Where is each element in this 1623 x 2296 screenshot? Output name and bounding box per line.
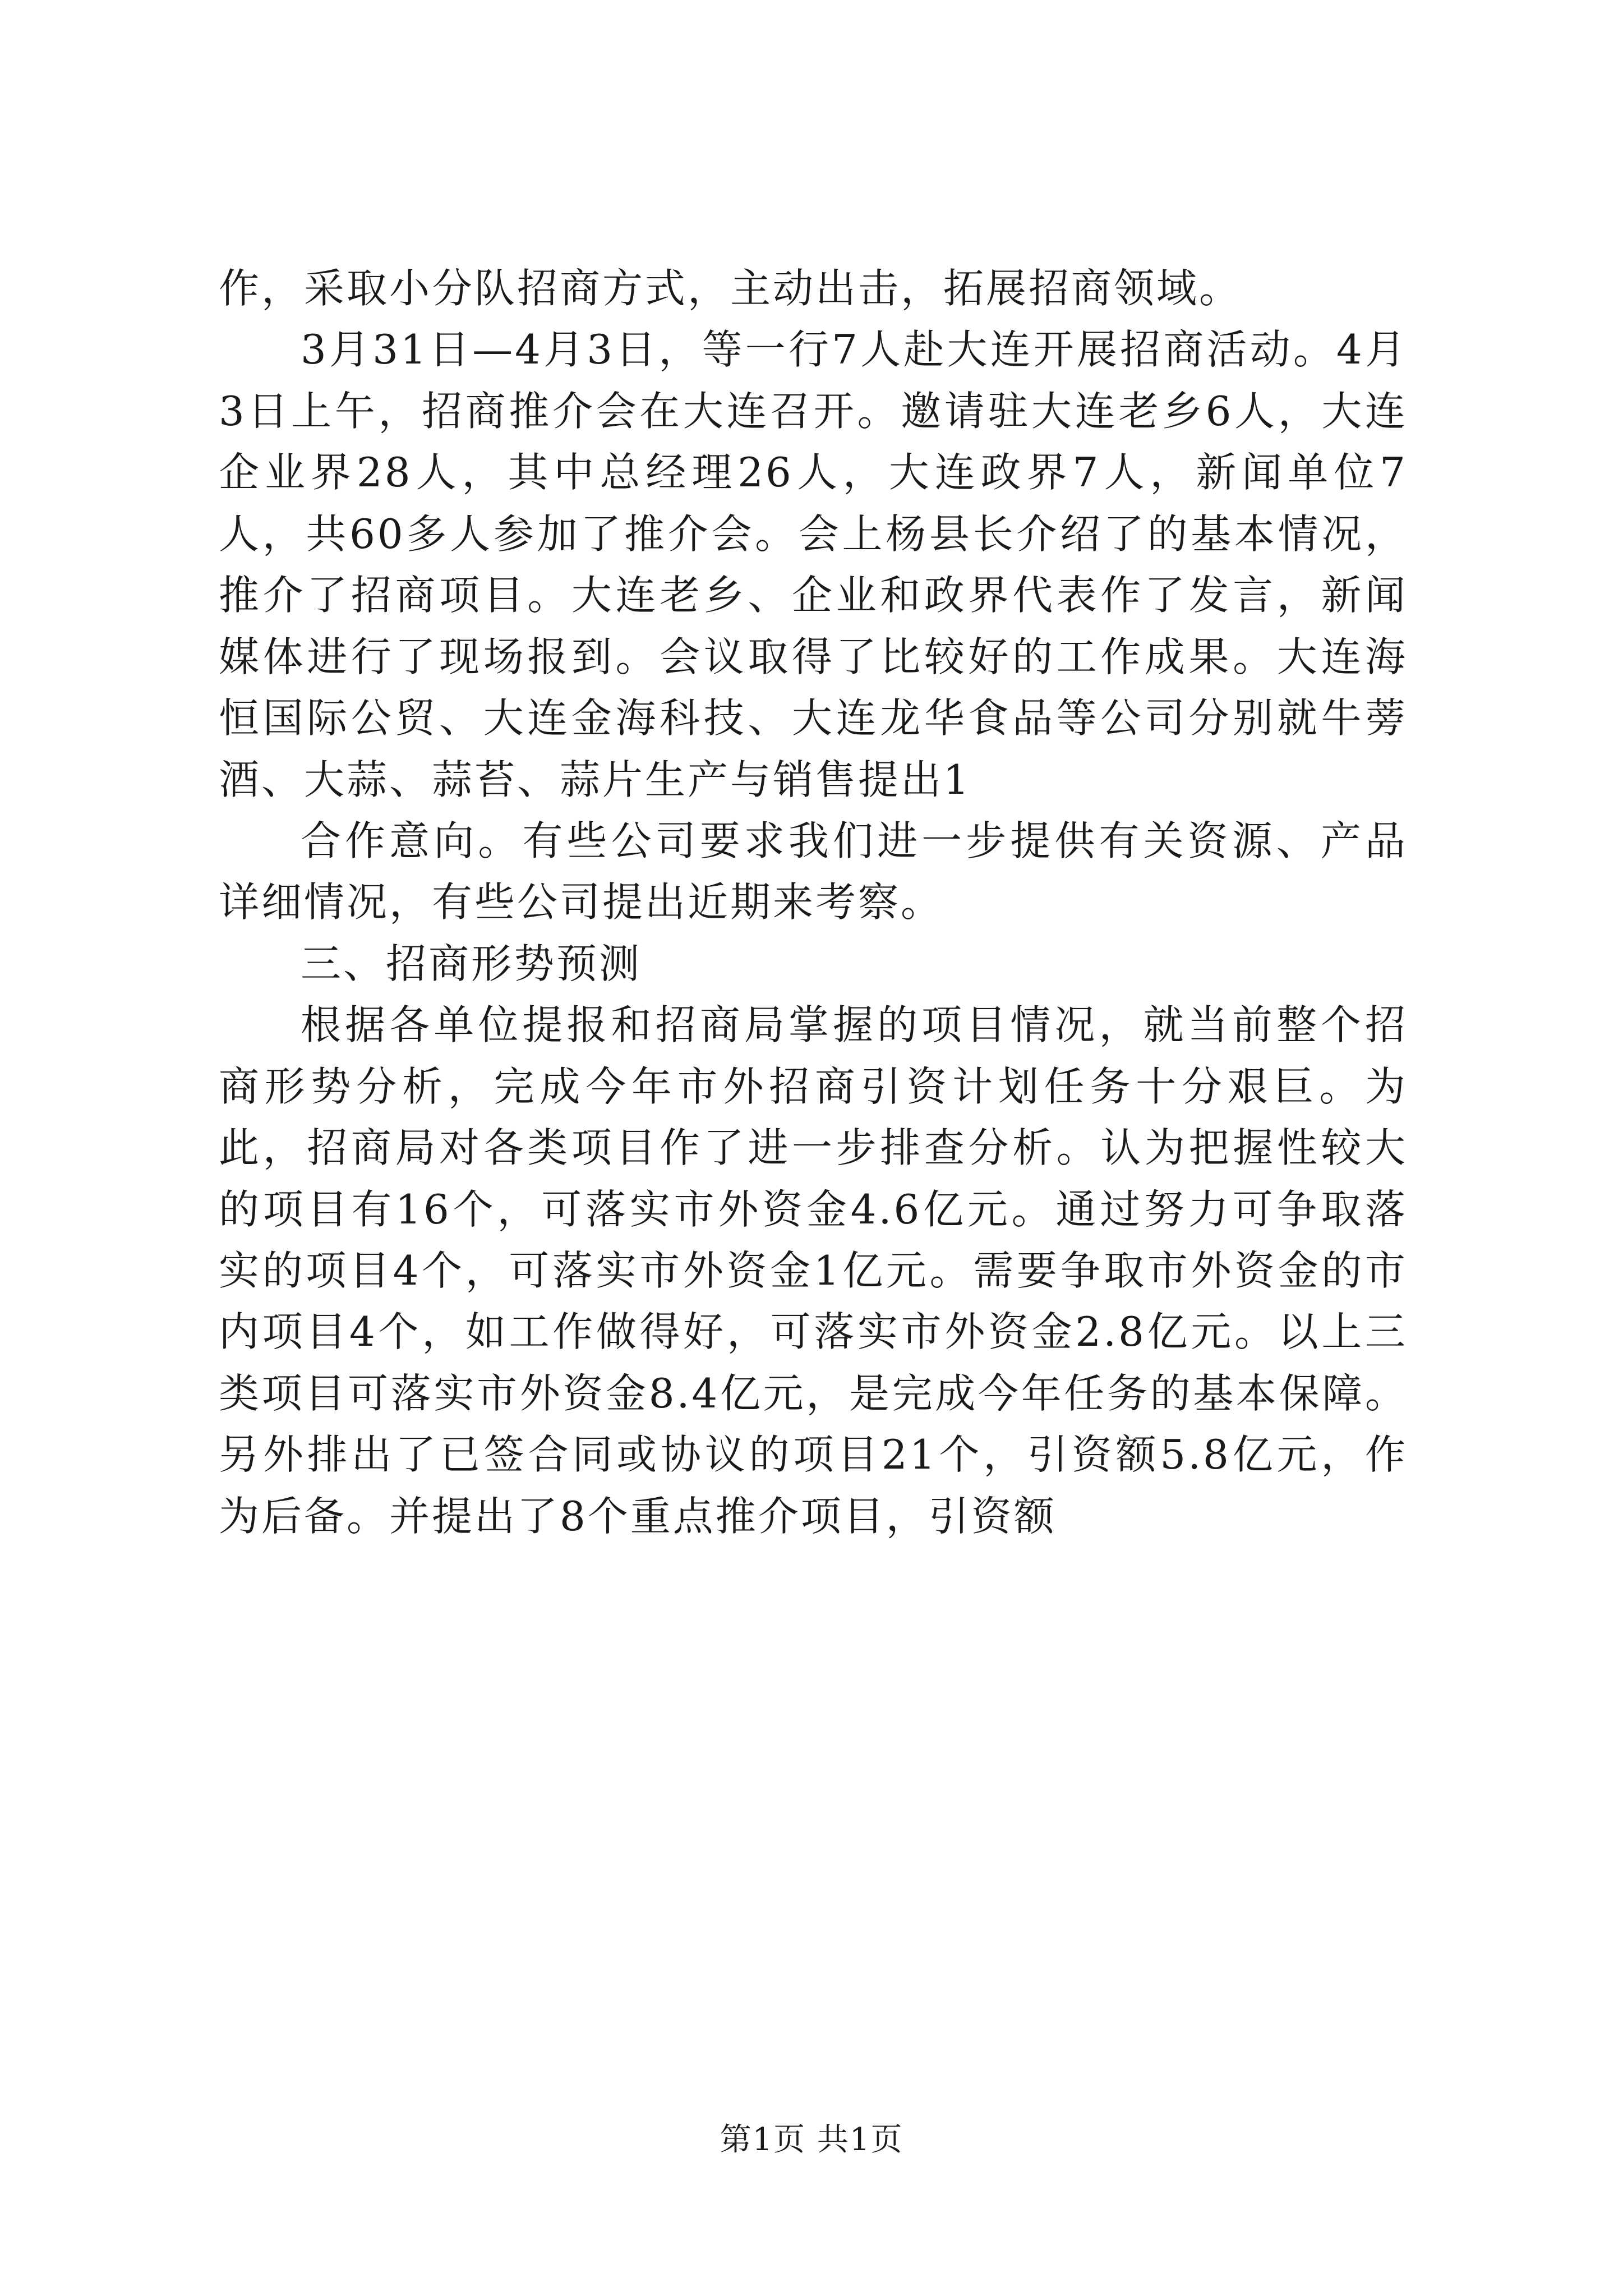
paragraph-dalian-event: 3月31日—4月3日，等一行7人赴大连开展招商活动。4月3日上午，招商推介会在大连召开。邀请驻大连老乡6人，大连企业界28人，其中总经理26人，大连政界7人，新闻单位7人，共60多人参加了推介会。会上杨县长介绍了的基本情况，推介了招商项目。大连老乡、企业和政界代表作了发言，新闻媒体进行了现场报到。会议取得了比较好的工作成果。大连海恒国际公贸、大连金海科技、大连龙华食品等公司分别就牛蒡酒、大蒜、蒜苔、蒜片生产与销售提出1 <box>219 326 1408 803</box>
document-body <box>219 258 1408 1547</box>
paragraph-continuation: 作，采取小分队招商方式，主动出击，拓展招商领域。 <box>219 265 1242 312</box>
paragraph-forecast-analysis: 根据各单位提报和招商局掌握的项目情况，就当前整个招商形势分析，完成今年市外招商引资计划任务十分艰巨。为此，招商局对各类项目作了进一步排查分析。认为把握性较大的项目有16个，可落实市外资金4.6亿元。通过努力可争取落实的项目4个，可落实市外资金1亿元。需要争取市外资金的市内项目4个，如工作做得好，可落实市外资金2.8亿元。以上三类项目可落实市外资金8.4亿元，是完成今年任务的基本保障。另外排出了已签合同或协议的项目21个，引资额5.8亿元，作为后备。并提出了8个重点推介项目，引资额 <box>219 1001 1408 1540</box>
section-heading-forecast: 三、招商形势预测 <box>301 940 642 987</box>
page-number-footer: 第1页 共1页 <box>720 2122 903 2158</box>
paragraph-cooperation: 合作意向。有些公司要求我们进一步提供有关资源、产品详细情况，有些公司提出近期来考察。 <box>219 817 1408 926</box>
